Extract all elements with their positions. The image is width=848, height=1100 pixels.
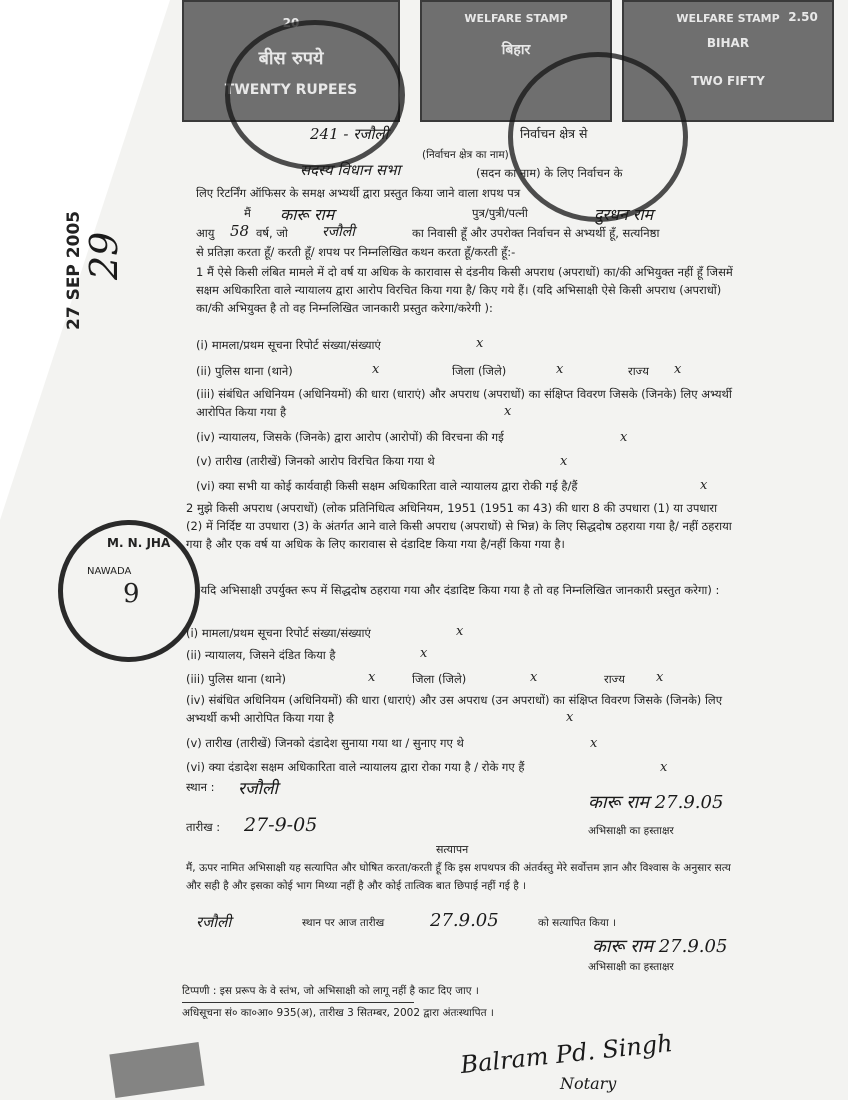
margin-handwritten-number: 29 bbox=[82, 231, 126, 280]
notary-seal-place: NAWADA bbox=[87, 566, 132, 577]
verified-text: को सत्यापित किया । bbox=[538, 917, 616, 929]
district-label: जिला (जिले) bbox=[452, 364, 507, 378]
stamp-english-text: TWENTY RUPEES bbox=[224, 82, 358, 98]
note-text: टिप्पणी : इस प्ररूप के वे स्तंभ, जो अभिसाक्षी को लागू नहीं है काट दिए जाए । bbox=[182, 985, 479, 997]
stamp-title: WELFARE STAMP bbox=[676, 12, 780, 25]
notary-seal-number: 9 bbox=[123, 579, 140, 609]
cross-mark: x bbox=[620, 430, 628, 445]
section1-item-iv: (iv) न्यायालय, जिसके (जिनके) द्वारा आरोप (आरोपों) की विरचना की गई bbox=[196, 430, 504, 444]
state-label: राज्य bbox=[604, 672, 625, 686]
section2-intro: 2 मुझे किसी अपराध (अपराधों) (लोक प्रतिनिधित्व अधिनियम, 1951 (1951 का 43) की धारा 8 की उपधारा (1) या उपधारा (2) में निर्दिष्ट या उपधारा (3) के अंतर्गत आने वाले किसी अपराध (अपराधों) से भिन्न) के लिए सिद्धदोष ठहराया गया है/ नहीं ठहराया गया है और एक वर्ष या अधिक के लिए कारावास से दंडादिष्ट किया गया है/नहीं किया गया है। bbox=[186, 501, 732, 551]
cross-mark: x bbox=[590, 736, 598, 751]
cross-mark: x bbox=[560, 454, 568, 469]
verification-signature-label: अभिसाक्षी का हस्ताक्षर bbox=[588, 961, 674, 973]
section2-item-vi: (vi) क्या दंडादेश सक्षम अधिकारिता वाले न्यायालय द्वारा रोका गया है / रोके गए हैं bbox=[186, 760, 525, 774]
cross-mark: x bbox=[504, 404, 512, 419]
verification-date: 27.9.05 bbox=[430, 910, 499, 931]
age-text: वर्ष, जो bbox=[256, 226, 288, 240]
section2-sub: (यदि अभिसाक्षी उपर्युक्त रूप में सिद्धदोष ठहराया गया और दंडादिष्ट किया गया है तो वह निम्नलिखित जानकारी प्रस्तुत करेगा) : bbox=[196, 583, 720, 597]
verification-text: मैं, ऊपर नामित अभिसाक्षी यह सत्यापित और घोषित करता/करती हूँ कि इस शपथपत्र की अंतर्वस्तु मेरे सर्वोत्तम ज्ञान और विश्वास के अनुसार सत्य और सही है और इसका कोई भाग मिथ्या नहीं है और कोई तात्विक बात छिपाई नहीं गई है । bbox=[186, 862, 731, 892]
section1-item-i: (i) मामला/प्रथम सूचना रिपोर्ट संख्या/संख्याएं bbox=[196, 338, 381, 352]
place-handwritten: रजौली bbox=[238, 779, 278, 799]
date-label: तारीख : bbox=[186, 820, 221, 834]
resident-text: का निवासी हूँ और उपरोक्त निर्वाचन से अभ्यर्थी हूँ, सत्यनिष्ठा bbox=[412, 226, 660, 240]
cross-mark: x bbox=[656, 670, 664, 685]
section2-item-iv: (iv) संबंधित अधिनियम (अधिनियमों) की धारा (धाराएं) और उस अपराध (उन अपराधों) का संक्षिप्त विवरण जिसके (जिनके) लिए अभ्यर्थी कभी आरोपित किया गया है bbox=[186, 693, 723, 725]
stamp-hindi-text: बिहार bbox=[501, 42, 531, 58]
cross-mark: x bbox=[556, 362, 564, 377]
section1-item-vi: (vi) क्या सभी या कोई कार्यवाही किसी सक्षम अधिकारिता वाले न्यायालय द्वारा रोकी गई है/हैं bbox=[196, 479, 578, 493]
deponent-label: मैं bbox=[244, 206, 251, 220]
stamp-state: BIHAR bbox=[706, 36, 750, 50]
oath-text: से प्रतिज्ञा करता हूँ/ करती हूँ/ शपथ पर निम्नलिखित कथन करता हूँ/करती हूँ:- bbox=[196, 245, 516, 259]
section2-item-v: (v) तारीख (तारीखें) जिनको दंडादेश सुनाया गया था / सुनाए गए थे bbox=[186, 736, 464, 750]
father-name: दुरधन राम bbox=[594, 205, 654, 224]
relation-label: पुत्र/पुत्री/पत्नी bbox=[472, 206, 528, 220]
cross-mark: x bbox=[368, 670, 376, 685]
cross-mark: x bbox=[372, 362, 380, 377]
district-label: जिला (जिले) bbox=[412, 672, 467, 686]
house-label: (सदन का नाम) के लिए निर्वाचन के bbox=[476, 166, 623, 180]
notary-seal-name: M. N. JHA bbox=[107, 536, 171, 550]
state-label: राज्य bbox=[628, 364, 649, 378]
house-handwritten: सदस्य विधान सभा bbox=[300, 161, 401, 179]
cross-mark: x bbox=[674, 362, 682, 377]
cross-mark: x bbox=[700, 478, 708, 493]
cross-mark: x bbox=[660, 760, 668, 775]
constituency-handwritten: 241 - रजौली bbox=[310, 125, 389, 143]
notary-seal bbox=[58, 520, 200, 662]
section1-intro: 1 मैं ऐसे किसी लंबित मामले में दो वर्ष या अधिक के कारावास से दंडनीय किसी अपराध (अपराधों) का/की अभियुक्त नहीं हूँ जिसमें सक्षम अधिकारिता वाले न्यायालय द्वारा आरोप विरचित किया गया है/ किए गये हैं। (यदि अभिसाक्षी ऐसे किसी अपराध (अपराधों) का/की अभियुक्त है तो वह निम्नलिखित जानकारी प्रस्तुत करेगा/करेगी ): bbox=[196, 265, 733, 315]
verification-place: रजौली bbox=[196, 913, 232, 931]
section2-item-iii: (iii) पुलिस थाना (थाने) bbox=[186, 672, 286, 686]
section1-item-iii: (iii) संबंधित अधिनियम (अधिनियमों) की धारा (धाराएं) और अपराध (अपराधों) का संक्षिप्त विवरण जिसके (जिनके) लिए अभ्यर्थी आरोपित किया गया है bbox=[196, 387, 732, 419]
stamp-english-text: TWO FIFTY bbox=[691, 74, 765, 88]
affidavit-title: लिए रिटर्निंग ऑफिसर के समक्ष अभ्यर्थी द्वारा प्रस्तुत किया जाने वाला शपथ पत्र bbox=[196, 186, 521, 200]
signature-label: अभिसाक्षी का हस्ताक्षर bbox=[588, 825, 674, 837]
verification-place-text: स्थान पर आज तारीख bbox=[302, 917, 385, 929]
notary-label: Notary bbox=[560, 1074, 617, 1093]
received-date-stamp: 27 SEP 2005 bbox=[64, 210, 84, 330]
cancellation-seal bbox=[225, 20, 405, 170]
notary-signature: Balram Pd. Singh bbox=[459, 1028, 674, 1080]
notification-text: अधिसूचना सं० का०आ० 935(अ), तारीख 3 सितम्बर, 2002 द्वारा अंतःस्थापित । bbox=[182, 1007, 494, 1019]
section1-item-v: (v) तारीख (तारीखें) जिनको आरोप विरचित किया गया थे bbox=[196, 454, 435, 468]
cross-mark: x bbox=[530, 670, 538, 685]
stamp-title: WELFARE STAMP bbox=[464, 12, 568, 25]
stamp-value: 20 bbox=[282, 16, 300, 30]
date-handwritten: 27-9-05 bbox=[244, 814, 318, 836]
age-value: 58 bbox=[230, 222, 250, 240]
verification-title: सत्यापन bbox=[436, 843, 469, 856]
section1-item-ii: (ii) पुलिस थाना (थाने) bbox=[196, 364, 293, 378]
constituency-label: निर्वाचन क्षेत्र से bbox=[520, 126, 588, 141]
address-value: रजौली bbox=[322, 224, 355, 240]
stamp-value: 2.50 bbox=[788, 10, 818, 24]
deponent-name: कारू राम bbox=[280, 205, 335, 224]
divider bbox=[182, 1002, 414, 1003]
cross-mark: x bbox=[476, 336, 484, 351]
cross-mark: x bbox=[456, 624, 464, 639]
deponent-signature: कारू राम 27.9.05 bbox=[588, 792, 724, 813]
verification-signature: कारू राम 27.9.05 bbox=[592, 936, 728, 957]
smudged-stamp bbox=[109, 1042, 204, 1098]
stamp-hindi-text: बीस रुपये bbox=[258, 48, 324, 69]
section2-item-i: (i) मामला/प्रथम सूचना रिपोर्ट संख्या/संख्याएं bbox=[186, 626, 371, 640]
cross-mark: x bbox=[566, 710, 574, 725]
constituency-caption: (निर्वाचन क्षेत्र का नाम) bbox=[422, 149, 509, 161]
cross-mark: x bbox=[420, 646, 428, 661]
place-label: स्थान : bbox=[186, 780, 215, 794]
age-label: आयु bbox=[196, 226, 215, 240]
section2-item-ii: (ii) न्यायालय, जिसने दंडित किया है bbox=[186, 648, 336, 662]
